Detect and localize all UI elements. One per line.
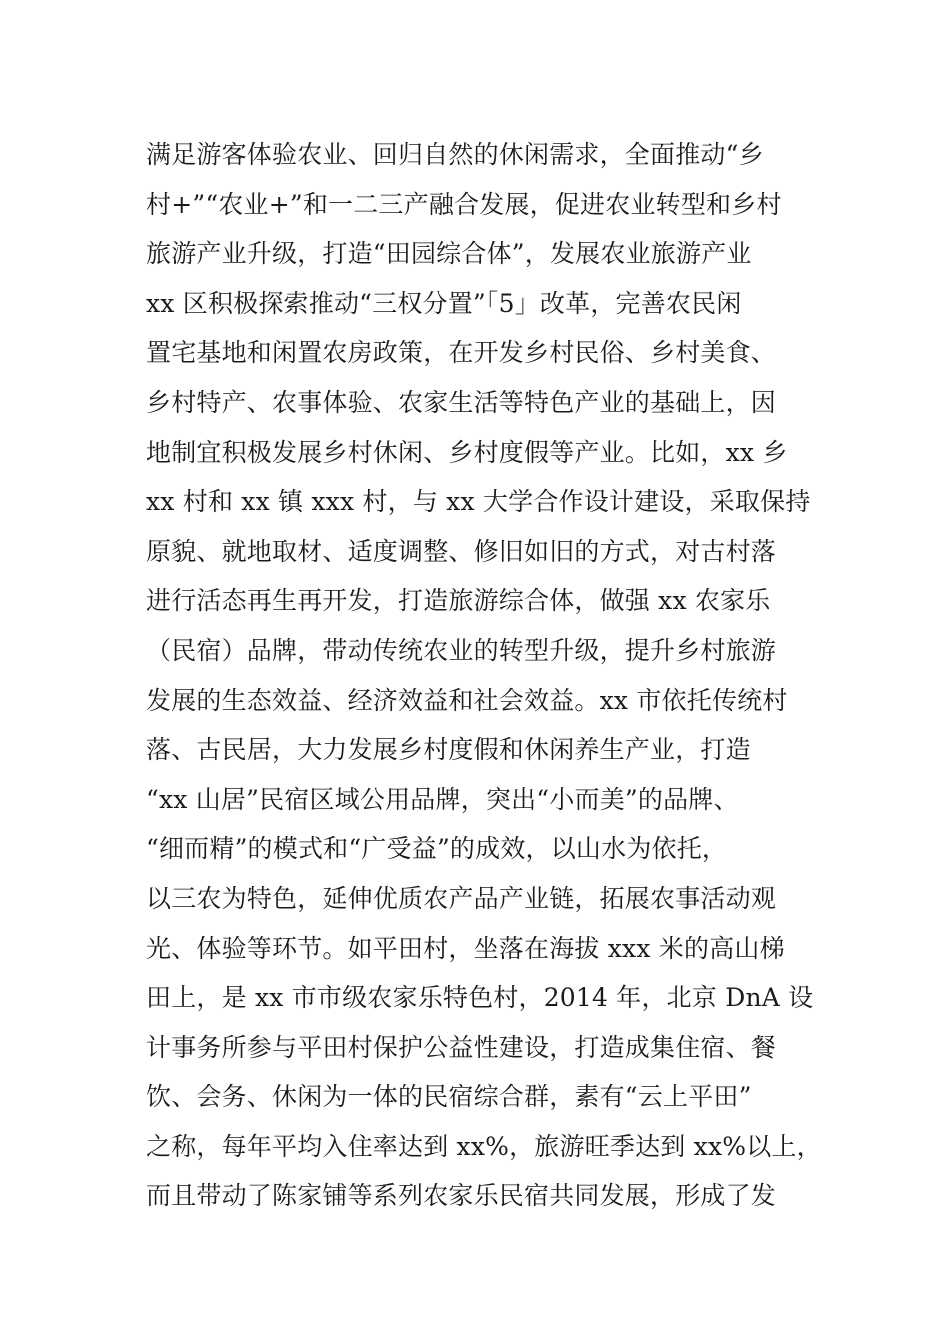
text-line: xx 村和 xx 镇 xxx 村，与 xx 大学合作设计建设，采取保持: [146, 487, 811, 517]
text-line: 发展的生态效益、经济效益和社会效益。xx 市依托传统村: [146, 685, 788, 715]
text-line: xx 区积极探索推动“三权分置”「5」改革，完善农民闲: [146, 288, 742, 318]
text-line: （民宿）品牌，带动传统农业的转型升级，提升乡村旅游: [146, 635, 777, 665]
text-line: 原貌、就地取材、适度调整、修旧如旧的方式，对古村落: [146, 536, 777, 566]
text-line: 满足游客体验农业、回归自然的休闲需求，全面推动“乡: [146, 140, 764, 169]
text-line: 进行活态再生再开发，打造旅游综合体，做强 xx 农家乐: [146, 586, 771, 616]
text-line: 置宅基地和闲置农房政策，在开发乡村民俗、乡村美食、: [146, 338, 777, 368]
text-line: 田上，是 xx 市市级农家乐特色村，2014 年，北京 DnA 设: [146, 983, 814, 1013]
text-line: 以三农为特色，延伸优质农产品产业链，拓展农事活动观: [146, 883, 777, 913]
text-line: “xx 山居”民宿区域公用品牌，突出“小而美”的品牌、: [146, 784, 739, 814]
text-line: 之称，每年平均入住率达到 xx%，旅游旺季达到 xx%以上，: [146, 1131, 822, 1161]
text-line: 饮、会务、休闲为一体的民宿综合群，素有“云上平田”: [146, 1082, 752, 1112]
text-line: 乡村特产、农事体验、农家生活等特色产业的基础上，因: [146, 387, 777, 417]
text-line: 落、古民居，大力发展乡村度假和休闲养生产业，打造: [146, 735, 751, 765]
text-line: 村+”“农业+”和一二三产融合发展，促进农业转型和乡村: [146, 189, 782, 219]
text-line: “细而精”的模式和“广受益”的成效，以山水为依托，: [146, 834, 728, 864]
text-line: 旅游产业升级，打造“田园综合体”，发展农业旅游产业: [146, 239, 752, 269]
text-line: 计事务所参与平田村保护公益性建设，打造成集住宿、餐: [146, 1032, 777, 1062]
text-line: 而且带动了陈家铺等系列农家乐民宿共同发展，形成了发: [146, 1181, 777, 1211]
text-line: 地制宜积极发展乡村休闲、乡村度假等产业。比如，xx 乡: [146, 437, 788, 467]
body-paragraph: [146, 130, 846, 1221]
text-line: 光、体验等环节。如平田村，坐落在海拔 xxx 米的高山梯: [146, 933, 785, 963]
